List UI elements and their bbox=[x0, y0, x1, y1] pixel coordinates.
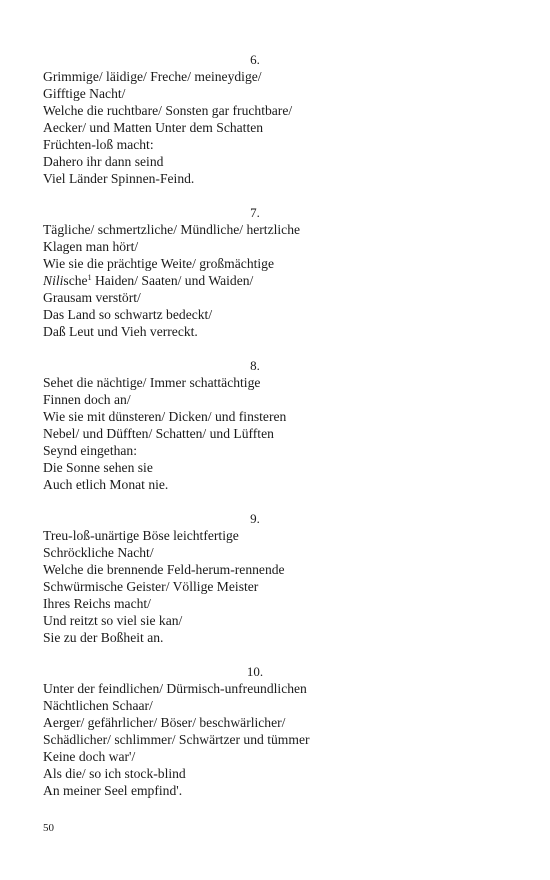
verse-line: Tägliche/ schmertzliche/ Mündliche/ hertzliche bbox=[43, 222, 301, 237]
verse-line: An meiner Seel empfind'. bbox=[43, 783, 183, 798]
verse-line: Daß Leut und Vieh verreckt. bbox=[43, 324, 198, 339]
verse-line: Wie sie mit dünsteren/ Dicken/ und finsteren bbox=[43, 409, 287, 424]
verse-line: Sehet die nächtige/ Immer schattächtige bbox=[43, 375, 261, 390]
poem-body bbox=[43, 51, 503, 816]
verse-line: Und reitzt so viel sie kan/ bbox=[43, 613, 183, 628]
verse-line: Wie sie die prächtige Weite/ großmächtige bbox=[43, 256, 274, 271]
verse-line: Treu-loß-unärtige Böse leichtfertige bbox=[43, 528, 239, 543]
verse-line: Seynd eingethan: bbox=[43, 443, 138, 458]
stanza-number: 7. bbox=[250, 205, 260, 220]
word-suffix: sche bbox=[63, 273, 88, 288]
italic-word: Nili bbox=[43, 273, 64, 288]
verse-line: Schädlicher/ schlimmer/ Schwärtzer und tümmer bbox=[43, 732, 310, 747]
verse-line: Grimmige/ läidige/ Freche/ meineydige/ bbox=[43, 69, 262, 84]
verse-line: Schröckliche Nacht/ bbox=[43, 545, 154, 560]
footnote-marker[interactable]: 1 bbox=[87, 273, 92, 282]
stanza-number: 8. bbox=[250, 358, 260, 373]
stanza-number: 10. bbox=[246, 664, 264, 679]
stanza-9 bbox=[43, 510, 503, 646]
verse-line: Ihres Reichs macht/ bbox=[43, 596, 151, 611]
verse-line: Welche die ruchtbare/ Sonsten gar fruchtbare/ bbox=[43, 103, 293, 118]
verse-line: Schwürmische Geister/ Völlige Meister bbox=[43, 579, 259, 594]
line-rest: Haiden/ Saaten/ und Waiden/ bbox=[91, 273, 254, 288]
verse-line: Die Sonne sehen sie bbox=[43, 460, 153, 475]
verse-line: Das Land so schwartz bedeckt/ bbox=[43, 307, 213, 322]
verse-line: Sie zu der Boßheit an. bbox=[43, 630, 164, 645]
verse-line: Welche die brennende Feld-herum-rennende bbox=[43, 562, 285, 577]
verse-line: Nächtlichen Schaar/ bbox=[43, 698, 153, 713]
stanza-7 bbox=[43, 204, 503, 340]
verse-line: Nebel/ und Düfften/ Schatten/ und Lüfften bbox=[43, 426, 274, 441]
page-number: 50 bbox=[43, 822, 54, 834]
verse-line: Gifftige Nacht/ bbox=[43, 86, 126, 101]
verse-line: Klagen man hört/ bbox=[43, 239, 139, 254]
verse-line: Finnen doch an/ bbox=[43, 392, 131, 407]
verse-line: Früchten-loß macht: bbox=[43, 137, 154, 152]
verse-line: Keine doch war'/ bbox=[43, 749, 136, 764]
verse-line: Viel Länder Spinnen-Feind. bbox=[43, 171, 195, 186]
stanza-number: 9. bbox=[250, 511, 260, 526]
verse-line: Grausam verstört/ bbox=[43, 290, 141, 305]
verse-line-with-footnote bbox=[43, 272, 503, 289]
stanza-number: 6. bbox=[250, 52, 260, 67]
verse-line: Unter der feindlichen/ Dürmisch-unfreundlichen bbox=[43, 681, 307, 696]
verse-line: Dahero ihr dann seind bbox=[43, 154, 164, 169]
stanza-8 bbox=[43, 357, 503, 493]
verse-line: Auch etlich Monat nie. bbox=[43, 477, 169, 492]
verse-line: Als die/ so ich stock-blind bbox=[43, 766, 186, 781]
verse-line: Aerger/ gefährlicher/ Böser/ beschwärlicher/ bbox=[43, 715, 286, 730]
verse-line: Aecker/ und Matten Unter dem Schatten bbox=[43, 120, 264, 135]
stanza-6 bbox=[43, 51, 503, 187]
stanza-10 bbox=[43, 663, 503, 799]
